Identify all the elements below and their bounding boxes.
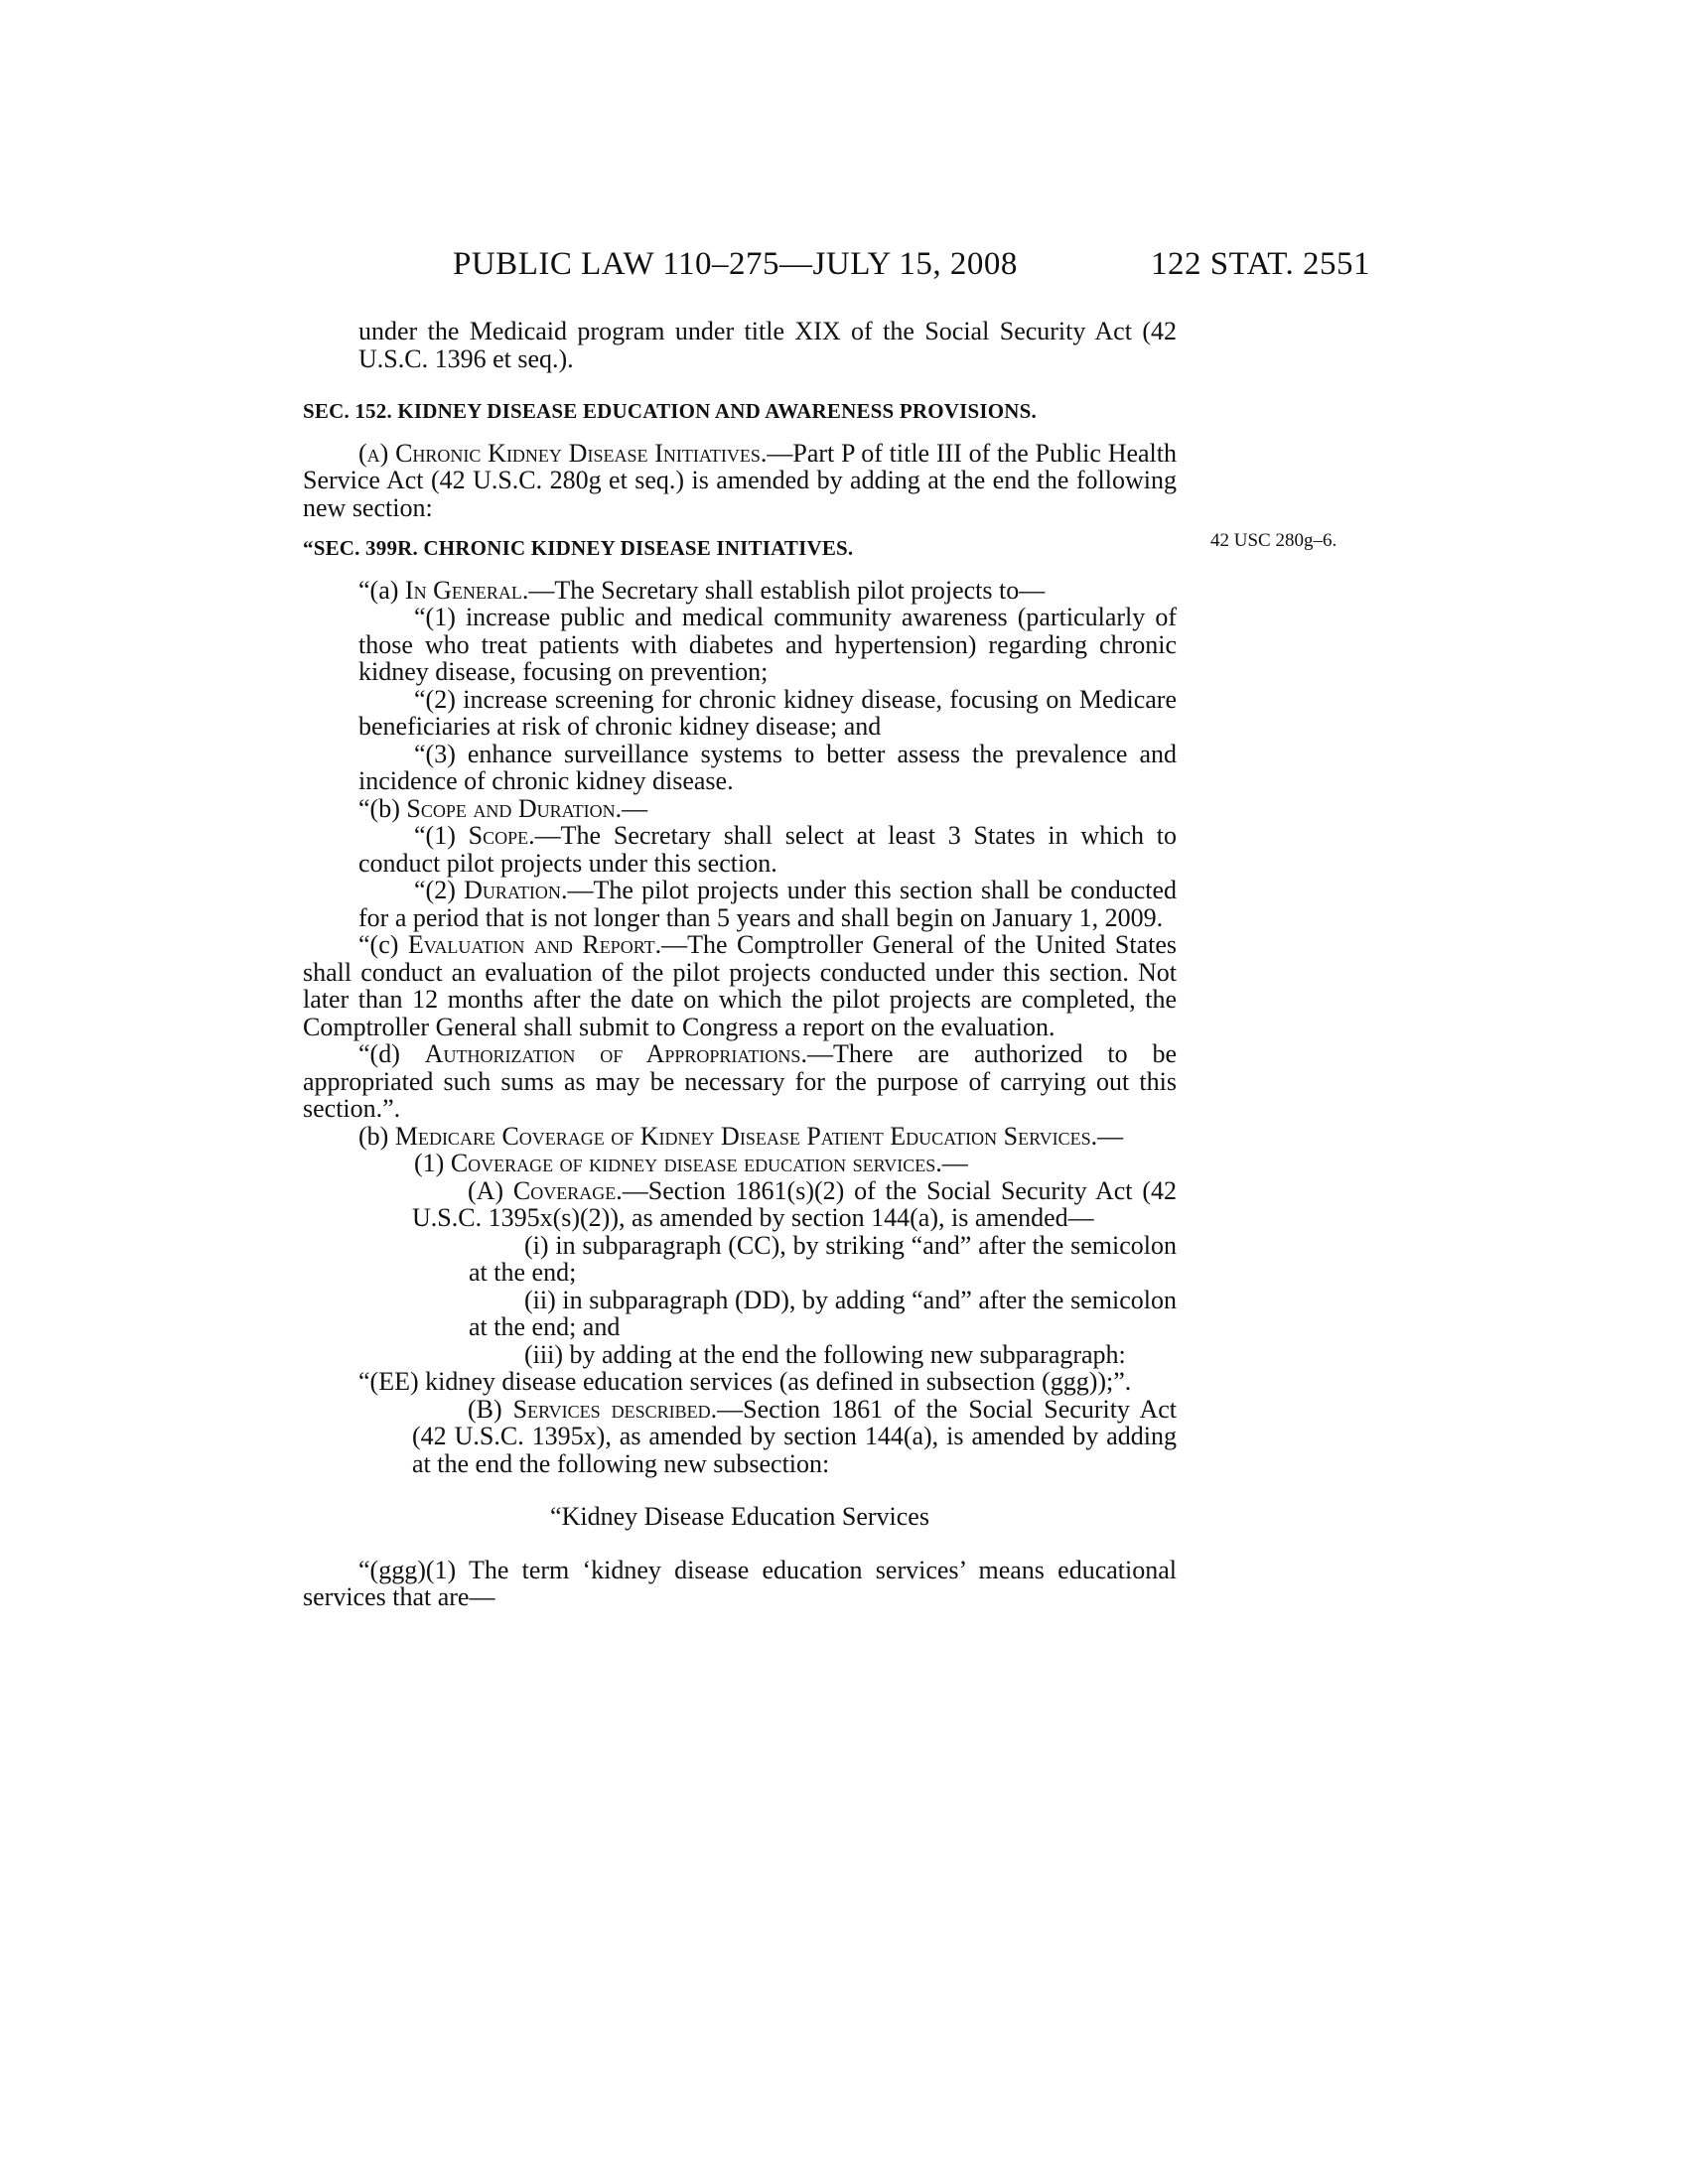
general-subsection: “(a) In General.—The Secretary shall establish pilot projects to— — [358, 575, 1046, 605]
ggg-definition: “(ggg)(1) The term ‘kidney disease education services’ means educational services that are— — [303, 1555, 1177, 1611]
subsection-a: (a) Chronic Kidney Disease Initiatives.—Part P of title III of the Public Health Service Act (42 U.S.C. 280g et seq.) is amended by adding at the end the following new section: — [303, 438, 1177, 522]
clause-ii: (ii) in subparagraph (DD), by adding “and” after the semicolon at the end; and — [469, 1285, 1177, 1341]
running-header — [0, 246, 1688, 286]
evaluation-report-paragraph: “(c) Evaluation and Report.—The Comptroller General of the United States shall conduct an evaluation of the pilot projects conducted under this section. Not later than 12 months after the date on which the pilot projects are completed, the Comptroller General shall submit to Congress a report on the evaluation. — [303, 930, 1178, 1041]
subsection-a-head: (a) Chronic Kidney Disease Initiatives. — [358, 438, 768, 468]
subparagraph-ee: “(EE) kidney disease education services (as defined in subsection (ggg));”. — [358, 1367, 1132, 1396]
page-title: PUBLIC LAW 110–275—JULY 15, 2008 — [453, 246, 1018, 282]
kidney-disease-education-services-heading: “Kidney Disease Education Services — [550, 1502, 929, 1531]
item-1: “(1) increase public and medical community awareness (particularly of those who treat patients with diabetes and hypertension) regarding chronic kidney disease, focusing on prevention; — [358, 603, 1177, 686]
document-body — [303, 318, 1177, 1611]
appropriations-paragraph: “(d) Authorization of Appropriations.—There are authorized to be appropriated such sums as may be necessary for the purpose of carrying out this section.”. — [303, 1039, 1177, 1123]
coverage-education-services-heading: (1) Coverage of kidney disease education services.— — [414, 1149, 968, 1177]
clause-i: (i) in subparagraph (CC), by striking “and” after the semicolon at the end; — [469, 1230, 1177, 1287]
item-2: “(2) increase screening for chronic kidney disease, focusing on Medicare beneficiaries at risk of chronic kidney disease; and — [358, 684, 1177, 741]
coverage-subparagraph-a: (A) Coverage.—Section 1861(s)(2) of the Social Security Act (42 U.S.C. 1395x(s)(2)), as amended by section 144(a), is amended— — [412, 1175, 1177, 1232]
services-described-subparagraph-b: (B) Services described.—Section 1861 of the Social Security Act (42 U.S.C. 1395x), as amended by section 144(a), is amended by adding at the end the following new subsection: — [412, 1394, 1177, 1478]
clause-iii: (iii) by adding at the end the following new subparagraph: — [524, 1339, 1126, 1369]
duration-paragraph: “(2) Duration.—The pilot projects under this section shall be conducted for a period that is not longer than 5 years and shall begin on January 1, 2009. — [358, 876, 1178, 932]
section-152-heading: SEC. 152. KIDNEY DISEASE EDUCATION AND AWARENESS PROVISIONS. — [303, 399, 1038, 423]
scope-paragraph: “(1) Scope.—The Secretary shall select at least 3 States in which to conduct pilot projects under this section. — [358, 821, 1177, 878]
scope-duration-heading: “(b) Scope and Duration.— — [358, 793, 648, 823]
paragraph-continuation: under the Medicaid program under title XIX of the Social Security Act (42 U.S.C. 1396 et seq.). — [358, 317, 1177, 373]
marginal-citation: 42 USC 280g–6. — [1210, 530, 1337, 551]
section-399r-heading: “SEC. 399R. CHRONIC KIDNEY DISEASE INITIATIVES. — [303, 536, 854, 560]
medicare-coverage-heading: (b) Medicare Coverage of Kidney Disease Patient Education Services.— — [358, 1121, 1124, 1151]
statute-page-number: 122 STAT. 2551 — [1150, 246, 1370, 282]
item-3: “(3) enhance surveillance systems to better assess the prevalence and incidence of chronic kidney disease. — [358, 739, 1177, 795]
